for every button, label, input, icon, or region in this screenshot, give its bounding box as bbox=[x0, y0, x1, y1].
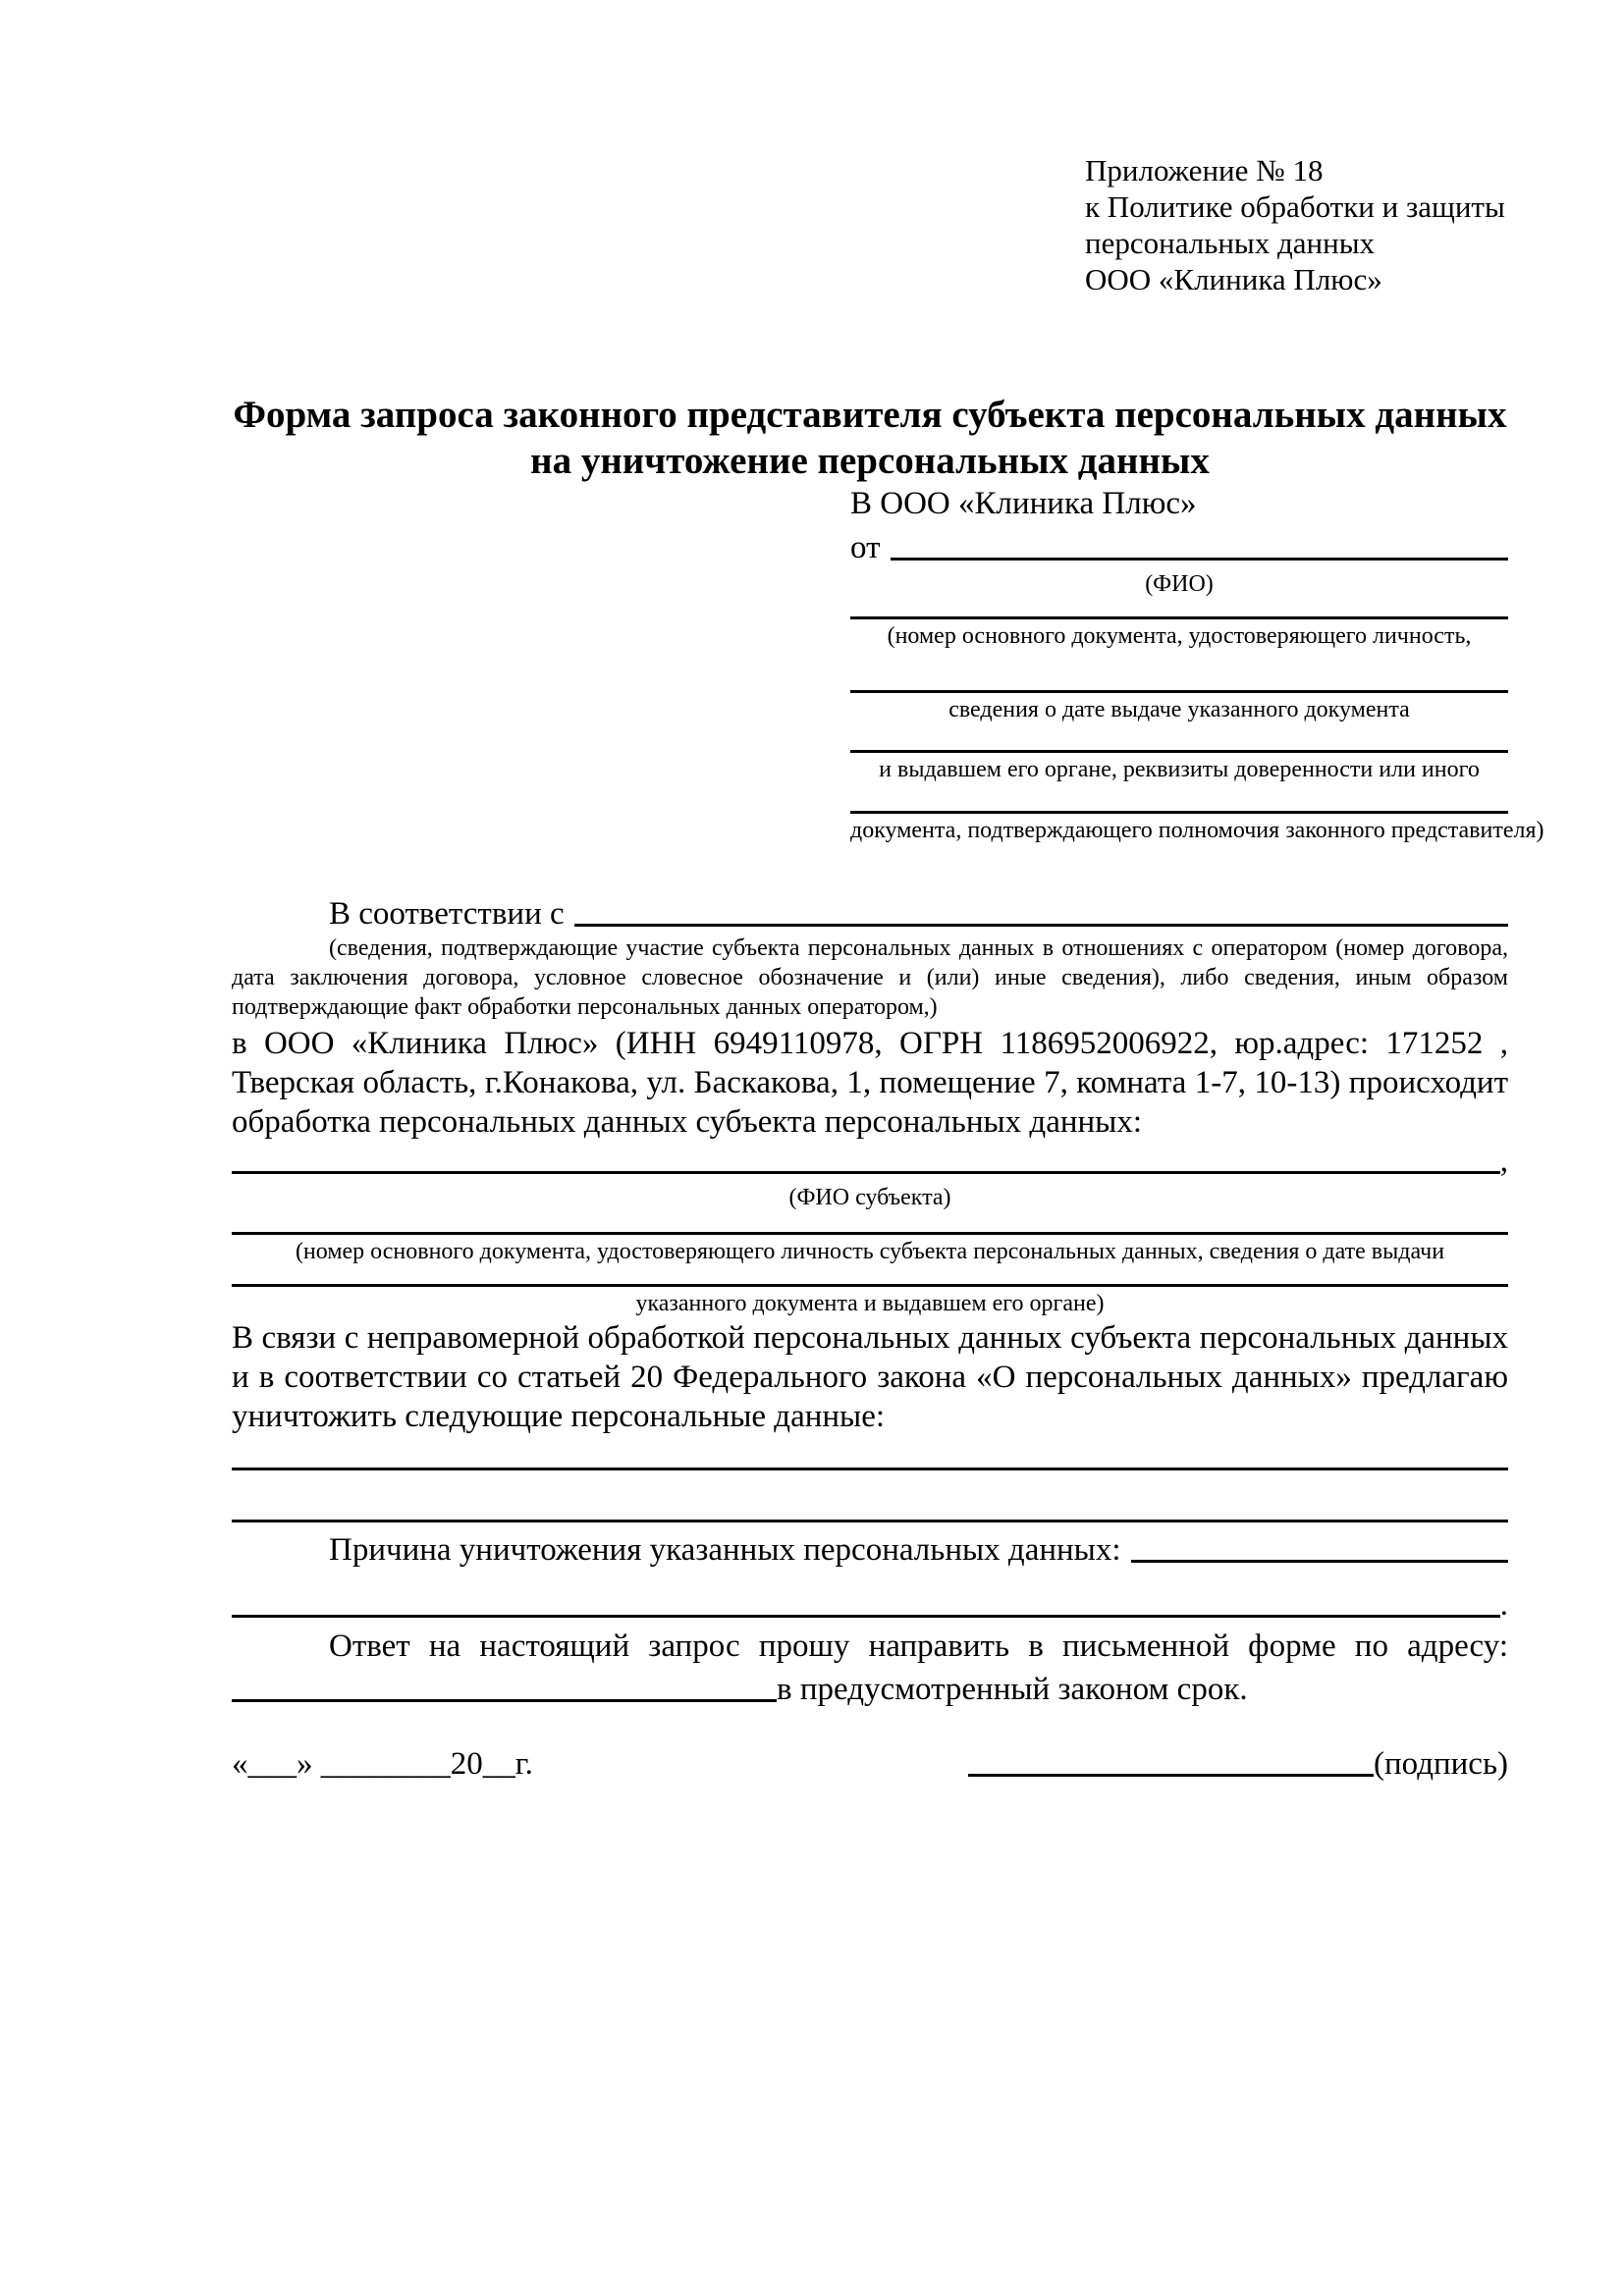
demand-paragraph: В связи с неправомерной обработкой персональных данных субъекта персональных данных и в соответствии со статьей 20 Федерального закона «О персональных данных» предлагаю уничтожить следующие персональные данные: bbox=[232, 1320, 1508, 1434]
accordance-field-line bbox=[574, 924, 1508, 927]
data-to-destroy-line-2 bbox=[232, 1520, 1508, 1522]
addressee-organization: В ООО «Клиника Плюс» bbox=[850, 486, 1197, 521]
appendix-line-2: к Политике обработки и защиты bbox=[1085, 189, 1505, 224]
answer-address-row bbox=[232, 1666, 1508, 1709]
from-row bbox=[850, 524, 1508, 567]
footer-row bbox=[232, 1744, 1508, 1784]
from-label: от bbox=[850, 530, 881, 565]
date-line: «___» ________20__г. bbox=[232, 1746, 533, 1782]
data-to-destroy-line-1 bbox=[232, 1468, 1508, 1470]
appendix-line-3: персональных данных bbox=[1085, 226, 1376, 260]
from-field-line bbox=[891, 558, 1509, 561]
issue-date-caption: сведения о дате выдаче указанного документа bbox=[948, 697, 1410, 722]
document-number-caption: (номер основного документа, удостоверяющего личность, bbox=[887, 623, 1472, 649]
answer-line-1: Ответ на настоящий запрос прошу направить в письменной форме по адресу: bbox=[329, 1629, 1508, 1664]
authority-document-caption: документа, подтверждающего полномочия законного представителя) bbox=[850, 818, 1544, 843]
subject-fio-row bbox=[232, 1142, 1508, 1181]
appendix-line-1: Приложение № 18 bbox=[1085, 153, 1324, 187]
signature-caption: (подпись) bbox=[1374, 1746, 1508, 1782]
accordance-label: В соответствии с bbox=[329, 896, 565, 932]
subject-document-caption: (номер основного документа, удостоверяющего личность субъекта персональных данных, сведения о дате выдачи bbox=[295, 1239, 1445, 1264]
form-title-line-2: на уничтожение персональных данных bbox=[530, 440, 1210, 482]
reason-continuation-line bbox=[232, 1615, 1500, 1618]
subject-comma: , bbox=[1499, 1144, 1508, 1179]
subject-fio-caption: (ФИО субъекта) bbox=[788, 1185, 951, 1210]
form-title bbox=[232, 392, 1508, 484]
issuing-authority-field-line bbox=[850, 750, 1508, 753]
issuing-authority-caption: и выдавшем его органе, реквизиты доверенности или иного bbox=[879, 757, 1480, 782]
appendix-note bbox=[1085, 152, 1508, 297]
issue-date-field-line bbox=[850, 690, 1508, 693]
subject-authority-field-line bbox=[232, 1284, 1508, 1287]
reason-continuation-row bbox=[232, 1581, 1508, 1625]
accordance-note: (сведения, подтверждающие участие субъекта персональных данных в отношениях с оператором (номер договора, дата заключения договора, условное словесное обозначение и (или) иные сведения), либо сведения, иным образом подтверждающие факт обработки персональных данных оператором,) bbox=[232, 935, 1508, 1020]
reason-field-line bbox=[1131, 1560, 1508, 1563]
reason-period: . bbox=[1499, 1587, 1508, 1623]
signature-group bbox=[968, 1744, 1508, 1784]
appendix-line-4: ООО «Клиника Плюс» bbox=[1085, 262, 1382, 296]
answer-line-2-suffix: в предусмотренный законом срок. bbox=[777, 1672, 1248, 1707]
authority-document-field-line bbox=[850, 811, 1508, 814]
document-number-field-line bbox=[850, 616, 1508, 619]
reason-row bbox=[232, 1526, 1508, 1570]
addressee-block bbox=[850, 484, 1544, 845]
operator-paragraph: в ООО «Клиника Плюс» (ИНН 6949110978, ОГРН 1186952006922, юр.адрес: 171252 , Тверская область, г.Конакова, ул. Баскакова, 1, помещение 7, комната 1-7, 10-13) происходит обработка персональных данных субъекта персональных данных: bbox=[232, 1026, 1508, 1140]
form-title-line-1: Форма запроса законного представителя субъекта персональных данных bbox=[233, 394, 1507, 436]
signature-field-line bbox=[968, 1774, 1374, 1777]
fio-caption: (ФИО) bbox=[1145, 571, 1214, 597]
subject-fio-field-line bbox=[232, 1171, 1500, 1174]
answer-address-field-line bbox=[232, 1699, 777, 1702]
reason-label: Причина уничтожения указанных персональных данных: bbox=[329, 1532, 1121, 1568]
subject-authority-caption: указанного документа и выдавшем его органе) bbox=[635, 1291, 1105, 1316]
accordance-row bbox=[232, 890, 1508, 934]
subject-document-field-line bbox=[232, 1232, 1508, 1235]
